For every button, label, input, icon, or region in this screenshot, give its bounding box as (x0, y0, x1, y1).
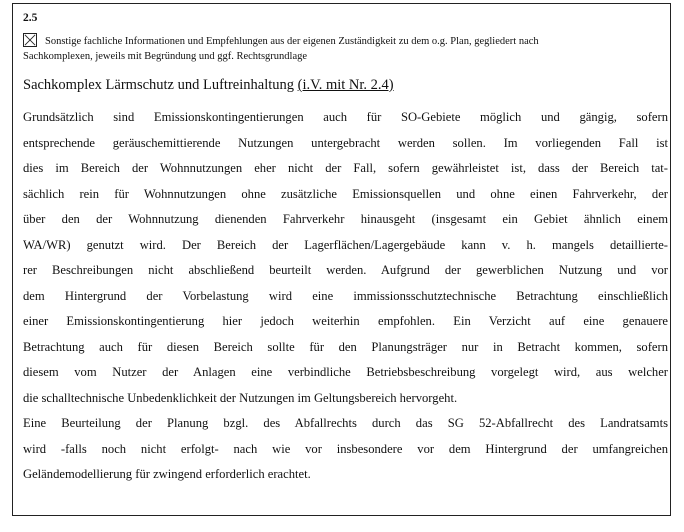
body-line: Betrachtung auch für diesen Bereich sollte für den Planungsträger nur in Betracht kommen, sofern (23, 339, 668, 354)
body-line: einer Emissionskontingentierung hier jedoch weiterhin empfohlen. Ein Verzicht auf eine genauere (23, 314, 668, 328)
body-line: dies im Bereich der Wohnnutzungen eher nicht der Fall, sofern gewährleistet ist, dass der Bereich tat- (23, 161, 668, 175)
section-heading (23, 76, 663, 94)
form-section-frame (12, 3, 671, 516)
section-intro (23, 34, 663, 64)
body-line: WA/WR) genutzt wird. Der Bereich der Lagerflächen/Lagergebäude kann v. h. mangels detaillierte- (23, 237, 668, 252)
heading-reference: (i.V. mit Nr. 2.4) (297, 77, 394, 93)
body-paragraph (23, 105, 668, 488)
body-line: sächlich rein für Wohnnutzungen ohne zusätzliche Emissionsquellen und ohne einen Fahrverkehr, der (23, 186, 668, 201)
body-line: entsprechende geräuschemittierende Nutzungen untergebracht werden sollen. Im vorliegenden Fall ist (23, 135, 668, 150)
body-line: Grundsätzlich sind Emissionskontingentierungen auch für SO-Gebiete möglich und gängig, sofern (23, 110, 668, 124)
body-line: die schalltechnische Unbedenklichkeit der Nutzungen im Geltungsbereich hervorgeht. (23, 390, 458, 405)
body-line: rer Beschreibungen nicht abschließend beurteilt werden. Aufgrund der gewerblichen Nutzung und vor (23, 263, 668, 277)
body-line: wird -falls noch nicht erfolgt- nach wie vor insbesondere vor dem Hintergrund der umfangreichen (23, 441, 668, 456)
body-line: Eine Beurteilung der Planung bzgl. des Abfallrechts durch das SG 52-Abfallrecht des Landratsamts (23, 416, 668, 430)
body-line: diesem vom Nutzer der Anlagen eine verbindliche Betriebsbeschreibung vorgelegt wird, aus welcher (23, 365, 668, 379)
body-line: über den der Wohnnutzung dienenden Fahrverkehr hinausgeht (insgesamt ein Gebiet ähnlich einem (23, 212, 668, 226)
body-line: Geländemodellierung für zwingend erforderlich erachtet. (23, 467, 311, 481)
intro-line: Sachkomplexen, jeweils mit Begründung und ggf. Rechtsgrundlage (23, 51, 308, 62)
intro-line: Sonstige fachliche Informationen und Empfehlungen aus der eigenen Zuständigkeit zu dem o.g. Plan, gegliedert nach (45, 36, 539, 47)
section-number: 2.5 (23, 12, 38, 24)
body-line: dem Hintergrund der Vorbelastung wird eine immissionsschutztechnische Betrachtung einschließlich (23, 288, 668, 303)
heading-title: Sachkomplex Lärmschutz und Luftreinhaltung (23, 77, 294, 93)
